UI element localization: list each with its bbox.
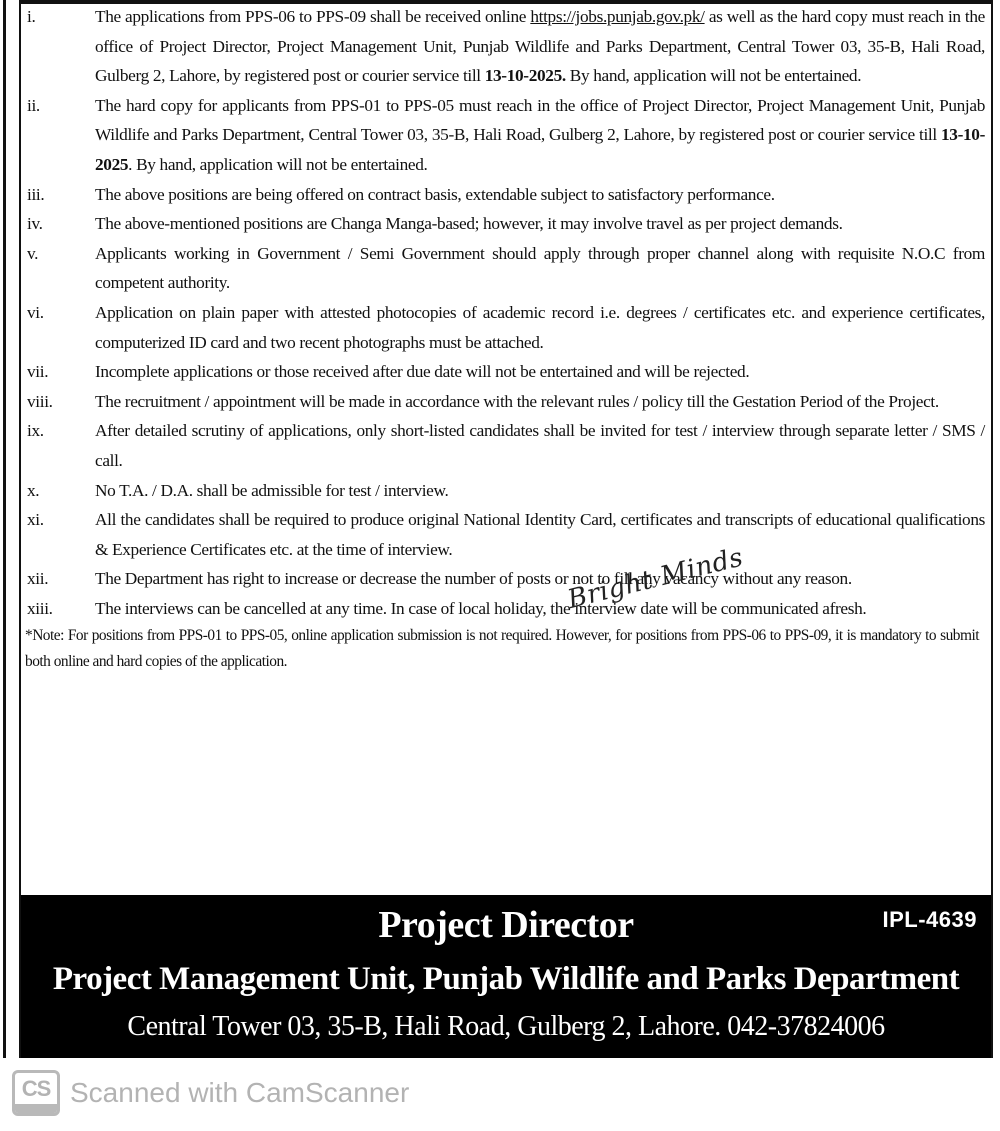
item-number: ix. (27, 421, 44, 441)
text-span: The applications from PPS-06 to PPS-09 shall be received online (95, 7, 531, 26)
item-number: viii. (27, 391, 53, 411)
ipl-reference: IPL-4639 (882, 907, 977, 932)
advertisement-page (19, 0, 993, 1058)
list-item (21, 357, 985, 387)
text-span: as well as the hard copy must reach in the office of Project Director, Project Management Unit, Punjab Wildlife and Parks Department, Central Tower 03, 35-B, Hali Road, Gulberg 2, Lahore, by registered post or courier service till (95, 7, 985, 86)
item-text (95, 476, 985, 506)
deadline-date: 13-10-2025 (95, 125, 985, 174)
item-text (95, 416, 985, 475)
item-number: iv. (27, 214, 43, 234)
list-item (21, 209, 985, 239)
text-span: Application on plain paper with attested photocopies of academic record i.e. degrees / certificates etc. and experience certificates, computerized ID card and two recent photographs must be attached. (95, 302, 985, 352)
item-text (95, 239, 985, 298)
list-item (21, 387, 985, 417)
item-number: xi. (27, 510, 44, 530)
camscanner-label: Scanned with CamScanner (70, 1077, 410, 1108)
item-number: v. (27, 243, 39, 263)
item-text (95, 2, 985, 91)
footnote: *Note: For positions from PPS-01 to PPS-05, online application submission is not required. However, for positions from PPS-06 to PPS-09, it is mandatory to submit both online and hard copies of the application. (25, 627, 979, 671)
text-span: The recruitment / appointment will be made in accordance with the relevant rules / policy till the Gestation Period of the Project. (95, 391, 939, 411)
text-span: . By hand, application will not be entertained. (128, 154, 428, 174)
item-number: xii. (27, 569, 49, 589)
text-span: By hand, application will not be entertained. (565, 66, 862, 86)
camscanner-logo-icon: CS (12, 1070, 60, 1116)
organization-address: Central Tower 03, 35-B, Hali Road, Gulberg 2, Lahore. 042-37824006 (127, 1011, 885, 1042)
item-number: vi. (27, 302, 44, 322)
item-text (95, 180, 985, 210)
item-text (95, 594, 985, 624)
list-item (21, 594, 985, 624)
text-span: The above-mentioned positions are Changa Manga-based; however, it may involve travel as per project demands. (95, 214, 843, 234)
item-text (95, 387, 985, 417)
list-item (21, 564, 985, 594)
item-number: vii. (27, 362, 49, 382)
text-span: All the candidates shall be required to produce original National Identity Card, certificates and transcripts of educational qualifications & Experience Certificates etc. at the time of interview. (95, 510, 985, 559)
text-span: Applicants working in Government / Semi Government should apply through proper channel along with requisite N.O.C from competent authority. (95, 243, 985, 293)
item-number: ii. (27, 95, 40, 115)
item-text (95, 564, 985, 594)
item-text (95, 505, 985, 564)
organization-name: Project Management Unit, Punjab Wildlife and Parks Department (52, 961, 960, 997)
camscanner-watermark (12, 1070, 409, 1116)
list-item (21, 239, 985, 298)
item-number: x. (27, 480, 40, 500)
jobs-portal-link[interactable]: https://jobs.punjab.gov.pk/ (530, 7, 705, 26)
text-span: Incomplete applications or those received after due date will not be entertained and will be rejected. (95, 362, 750, 382)
list-item (21, 476, 985, 506)
terms-list (21, 2, 991, 675)
item-number: i. (27, 7, 36, 26)
item-number: iii. (27, 184, 45, 204)
footer-banner (21, 895, 991, 1058)
text-span: The hard copy for applicants from PPS-01 to PPS-05 must reach in the office of Project Director, Project Management Unit, Punjab Wildlife and Parks Department, Central Tower 03, 35-B, Hali Road, Gulberg 2, Lahore, by registered post or courier service till (95, 95, 985, 145)
item-text (95, 298, 985, 357)
item-text (95, 209, 985, 239)
scan-edge-line (3, 0, 6, 1058)
item-text (95, 91, 985, 180)
list-item (21, 180, 985, 210)
list-item (21, 505, 985, 564)
watermark-text: Bright Minds (564, 542, 747, 615)
text-span: The above positions are being offered on contract basis, extendable subject to satisfactory performance. (95, 184, 775, 204)
list-item (21, 91, 985, 180)
list-item (21, 298, 985, 357)
list-item (21, 2, 985, 91)
text-span: After detailed scrutiny of applications, only short-listed candidates shall be invited for test / interview through separate letter / SMS / call. (95, 421, 985, 470)
text-span: The interviews can be cancelled at any time. In case of local holiday, the interview date will be communicated afresh. (95, 598, 867, 618)
list-item (21, 416, 985, 475)
text-span: The Department has right to increase or decrease the number of posts or not to fill any vacancy without any reason. (95, 569, 852, 589)
deadline-date: 13-10-2025. (484, 66, 566, 86)
text-span: No T.A. / D.A. shall be admissible for test / interview. (95, 480, 449, 500)
item-number: xiii. (27, 598, 53, 618)
signatory-title: Project Director (378, 904, 634, 946)
item-text (95, 357, 985, 387)
